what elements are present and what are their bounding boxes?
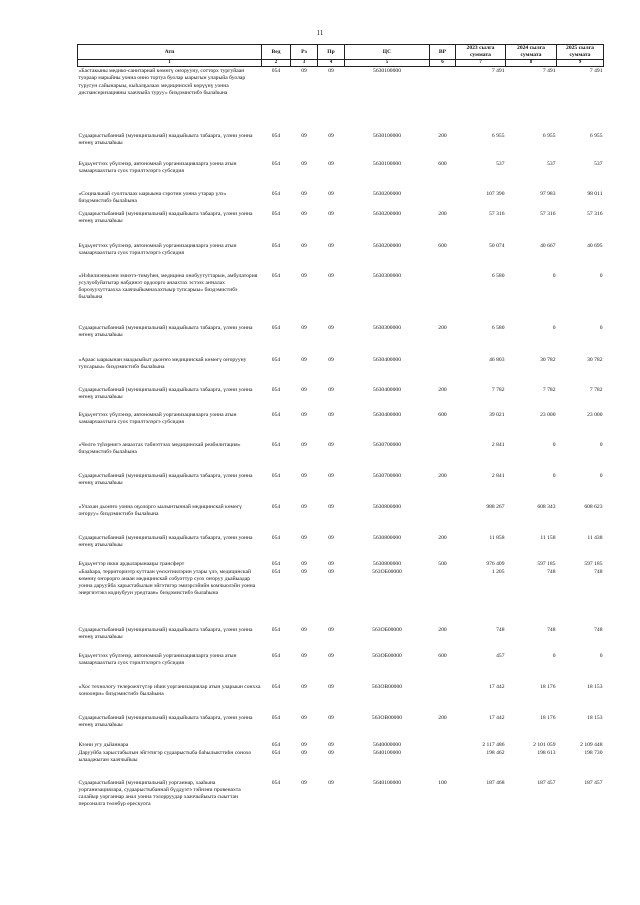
row-name: Кээни угу дьйаннара (78, 741, 129, 748)
row-name: «Бааһара, территориэтр куттаан үөскэтиилэрин утары үлэ, медицинскай көмөнү оҥорорго анаан медицинскай собуоттур суох оҥоруу дьайыадар уонна дарууйба харыстабылын эйгэтигэр эмиэрсэйийн комчыолэйн уонна энергиэтэкз кодиубуун уредтаан» биэдэмистибэ былаһына (78, 568, 256, 597)
row-cs: 5630700000 (373, 472, 401, 479)
row-sum-2025: 198 730 (584, 749, 603, 756)
row-pr: 09 (328, 683, 334, 690)
row-sum-2025: 57 316 (587, 210, 603, 217)
row-ved: 054 (271, 386, 281, 393)
row-sum-2024: 7 491 (542, 68, 556, 75)
row-cs: 563ОВ00000 (371, 683, 403, 690)
row-sum-2025: 7 782 (589, 386, 603, 393)
row-cs: 5630300000 (373, 272, 401, 279)
row-rz: 09 (301, 160, 307, 167)
row-pr: 09 (328, 741, 334, 748)
column-number: 6 (430, 60, 456, 67)
row-vr: 600 (438, 160, 447, 167)
row-pr: 09 (328, 411, 334, 418)
row-ved: 054 (271, 683, 281, 690)
row-name: Судаарыстыбаннай (муниципальнай) наадыйыыта табаарга, үлэни уонна өҥөнү атыылаһыы (78, 534, 253, 548)
row-sum-2023: 17 442 (489, 714, 505, 721)
row-rz: 09 (301, 272, 307, 279)
row-pr: 09 (328, 190, 334, 197)
col-cs-header: ЦС (345, 45, 430, 60)
row-sum-2024: 748 (547, 568, 556, 575)
row-cs: 5630700000 (373, 441, 401, 448)
row-pr: 09 (328, 652, 334, 659)
table-row (78, 653, 604, 684)
col-vr-header: ВР (430, 45, 456, 60)
table-row (78, 387, 604, 412)
row-sum-2024: 2 101 059 (533, 741, 556, 748)
row-vr: 600 (438, 652, 447, 659)
row-name: Судаарыстыбаннай (муниципальнай) наадыйыыта табаарга, үлэни уонна өҥөнү атыылаһыы (78, 210, 253, 224)
row-vr (430, 357, 456, 387)
row-sum-2024: 198 613 (537, 749, 556, 756)
row-name: «Улахан дьоҥҥо уонна оҕолорго ыалынтыннай медицинскай көмөгү оҥоруу» биэдэмистибэ былаһына (78, 503, 242, 517)
row-pr: 09 (328, 626, 334, 633)
row-sum-2023: 748 (496, 626, 505, 633)
row-ved: 054 (271, 68, 281, 75)
row-sum-2023: 50 074 (489, 242, 505, 249)
row-sum-2025: 11 438 (587, 534, 603, 541)
row-ved: 054 (271, 132, 281, 139)
row-name: Судаарыстыбаннай (муниципальнай) наадыйыыта табаарга, үлэни уонна өҥөнү атыылаһыы (78, 472, 253, 486)
row-pr: 09 (328, 560, 334, 567)
row-sum-2025: 0 (599, 652, 603, 659)
row-cs: 5630200000 (373, 190, 401, 197)
row-name: «Бастакыны медико-санитарнай көмөгү оҥорууну, сотторх тургуйаан туораар марыйны уонна онно тортуа буолар ыарыгын уларыйа буолар туругун сайынарыы, кыһалҕалаах медицинскэй көрүүнү уонна диспансеризацияны хааччыйа туруу» биэдэмистибэ былаһына (78, 68, 246, 96)
row-ved: 054 (271, 714, 281, 721)
table-row (78, 715, 604, 742)
row-vr: 100 (438, 779, 447, 786)
row-cs: 5640000000 (373, 741, 401, 748)
row-sum-2023: 2 841 (491, 441, 505, 448)
column-number: 3 (291, 60, 318, 67)
row-name: Судаарыстыбаннай (муниципальнай) уорганнар, хааһына уорганизациялара, судаарыстыбаннай бүддүэтэ тэйнэни провенахта салайыр уорганнар анал уонна тэлорруудар хааччыйыыта сыыттан персоналга төлөбүр ерескуота (78, 779, 241, 808)
row-name: «Араас ыарыынан маадыыйыт дьоҥҥо медицинскай көмөгү оҥорууну тупсарыы» биэдэмистибэ былаһына (78, 356, 247, 370)
row-sum-2025: 608 623 (584, 503, 603, 510)
row-rz: 09 (301, 741, 307, 748)
row-vr: 200 (438, 132, 447, 139)
row-sum-2023: 6 955 (491, 132, 505, 139)
row-sum-2024: 608 343 (537, 503, 556, 510)
row-sum-2024: 6 955 (542, 132, 556, 139)
row-sum-2024: 7 782 (542, 386, 556, 393)
row-sum-2024: 0 (552, 441, 556, 448)
row-ved: 054 (271, 411, 281, 418)
row-sum-2024: 18 176 (540, 683, 556, 690)
row-cs: 5630300000 (373, 324, 401, 331)
table-row (78, 442, 604, 473)
row-sum-2025: 597 185 (584, 560, 603, 567)
row-vr: 200 (438, 386, 447, 393)
row-sum-2023: 1 205 (491, 568, 505, 575)
row-name: «Нэһилиэнньэни эмиэтэ-тимуһен, медицина онобуутуттарын, амбулатория усулуобуйатыгар набдинэт ордоорго анаахтах эстээх аҥналах борозуухуттаахха хааччыйымнахахтыыр тупсарыы» биэдэмистибэ былаһына (78, 272, 258, 301)
row-rz: 09 (301, 534, 307, 541)
row-pr: 09 (328, 779, 334, 786)
column-number: 5 (345, 60, 430, 67)
row-sum-2024: 57 316 (540, 210, 556, 217)
table-row (78, 357, 604, 387)
row-ved: 054 (271, 560, 281, 567)
row-sum-2024: 23 000 (540, 411, 556, 418)
table-row (78, 742, 604, 750)
row-sum-2023: 57 316 (489, 210, 505, 217)
table-row (78, 133, 604, 161)
row-pr: 09 (328, 272, 334, 279)
row-cs: 5630100000 (373, 68, 401, 75)
row-name: Бүдьүөттэр икки ардыларынааҕы трансферт (78, 560, 185, 567)
row-sum-2025: 748 (594, 626, 603, 633)
table-row (78, 561, 604, 569)
row-rz: 09 (301, 68, 307, 75)
row-cs: 5640100000 (373, 749, 401, 756)
row-sum-2024: 0 (552, 272, 556, 279)
row-sum-2025: 537 (594, 160, 603, 167)
col-ved-header: Вед (262, 45, 291, 60)
table-row (78, 684, 604, 715)
row-cs: 5630400000 (373, 411, 401, 418)
row-sum-2024: 0 (552, 652, 556, 659)
column-number: 2 (262, 60, 291, 67)
row-name: «Хос технологу телерожчтүтэр иһин уорганизациялар атын уларыын сонхха хоноонри» биэдэмистибэ былаһына (78, 683, 261, 697)
row-sum-2025: 98 011 (587, 190, 603, 197)
row-cs: 563ОБ00000 (372, 568, 402, 575)
row-pr: 09 (328, 210, 334, 217)
row-sum-2025: 0 (599, 272, 603, 279)
row-rz: 09 (301, 652, 307, 659)
row-rz: 09 (301, 356, 307, 363)
row-rz: 09 (301, 210, 307, 217)
row-vr: 200 (438, 210, 447, 217)
row-rz: 09 (301, 714, 307, 721)
row-sum-2025: 6 955 (589, 132, 603, 139)
row-ved: 054 (271, 749, 281, 756)
row-cs: 5630200000 (373, 242, 401, 249)
row-pr: 09 (328, 472, 334, 479)
row-sum-2023: 6 580 (491, 272, 505, 279)
row-name: Дарууйба харыстабылын эйгэтигэр судаарыстыба баһылыкттиһн сонохо ылааджыгам хааччыйыы (78, 749, 252, 763)
row-sum-2023: 7 782 (491, 386, 505, 393)
row-cs: 5630800000 (373, 503, 401, 510)
column-number-row (78, 60, 604, 67)
column-number: 7 (456, 60, 506, 67)
row-pr: 09 (328, 160, 334, 167)
table-row (78, 325, 604, 357)
row-name: Судаарыстыбаннай (муниципальнай) наадыйыыта табаарга, үлэни уонна өҥөнү атыылаһыы (78, 626, 253, 640)
row-sum-2023: 457 (496, 652, 505, 659)
row-vr (430, 569, 456, 627)
row-pr: 09 (328, 356, 334, 363)
row-rz: 09 (301, 503, 307, 510)
row-vr (430, 273, 456, 325)
col-2025-header: 2025 сылга суммата (557, 45, 604, 60)
row-ved: 054 (271, 210, 281, 217)
row-vr: 600 (438, 242, 447, 249)
table-row (78, 473, 604, 504)
row-cs: 5630100000 (373, 132, 401, 139)
col-2023-header: 2023 сылга суммата (456, 45, 506, 60)
row-rz: 09 (301, 683, 307, 690)
table-row (78, 243, 604, 273)
row-rz: 09 (301, 132, 307, 139)
row-sum-2023: 7 491 (491, 68, 505, 75)
row-name: Судаарыстыбаннай (муниципальнай) наадыйыыта табаарга, үлэни уонна өҥөнү атыылаһыы (78, 714, 253, 728)
row-vr (430, 504, 456, 535)
column-number: 9 (557, 60, 604, 67)
table-row (78, 211, 604, 243)
row-rz: 09 (301, 626, 307, 633)
row-rz: 09 (301, 749, 307, 756)
row-name: Судаарыстыбаннай (муниципальнай) наадыйыыта табаарга, үлэни уонна өҥөнү атыылаһыы (78, 324, 253, 338)
row-pr: 09 (328, 503, 334, 510)
row-rz: 09 (301, 441, 307, 448)
page-number: 11 (316, 29, 324, 37)
row-sum-2024: 30 782 (540, 356, 556, 363)
row-sum-2023: 2 841 (491, 472, 505, 479)
row-vr: 500 (438, 560, 447, 567)
row-rz: 09 (301, 324, 307, 331)
row-sum-2024: 40 667 (540, 242, 556, 249)
row-sum-2024: 748 (547, 626, 556, 633)
row-pr: 09 (328, 749, 334, 756)
table-row (78, 535, 604, 561)
row-rz: 09 (301, 779, 307, 786)
row-rz: 09 (301, 472, 307, 479)
row-ved: 054 (271, 779, 281, 786)
row-sum-2024: 11 158 (540, 534, 556, 541)
row-pr: 09 (328, 324, 334, 331)
row-rz: 09 (301, 190, 307, 197)
row-vr: 200 (438, 472, 447, 479)
row-sum-2023: 11 858 (489, 534, 505, 541)
col-rz-header: Рз (291, 45, 318, 60)
row-pr: 09 (328, 714, 334, 721)
row-sum-2024: 0 (552, 324, 556, 331)
row-sum-2023: 537 (496, 160, 505, 167)
row-sum-2024: 18 176 (540, 714, 556, 721)
col-pr-header: Пр (318, 45, 345, 60)
row-ved: 054 (271, 568, 281, 575)
row-ved: 054 (271, 472, 281, 479)
row-vr (430, 442, 456, 473)
row-pr: 09 (328, 242, 334, 249)
row-vr (430, 191, 456, 211)
row-pr: 09 (328, 441, 334, 448)
row-sum-2025: 30 782 (587, 356, 603, 363)
row-sum-2023: 39 021 (489, 411, 505, 418)
row-sum-2023: 976 409 (486, 560, 505, 567)
row-sum-2024: 0 (552, 472, 556, 479)
column-number: 4 (318, 60, 345, 67)
row-cs: 563ОБ00000 (372, 626, 402, 633)
row-name: Бүдьүөттээх үбүлэнэр, автономнай уорганизацияларга уонна атын хамаарчаахтыга суох тэрилтэлэргэ субсидия (78, 411, 237, 425)
budget-table (77, 44, 604, 830)
table-row (78, 412, 604, 442)
table-row (78, 569, 604, 627)
row-sum-2025: 0 (599, 324, 603, 331)
table-row (78, 504, 604, 535)
budget-body (78, 67, 604, 830)
col-name-header: Атп (78, 45, 262, 60)
row-name: Бүдьүөттээх үбүлэнэр, автономнай уорганизацияларга уонна атын хамаарчаахтыга суох тэрилтэлэргэ субсидия (78, 242, 237, 256)
row-name: Судаарыстыбаннай (муниципальнай) наадыйыыта табаарга, үлэни уонна өҥөнү атыылаһыы (78, 132, 253, 146)
row-vr (430, 742, 456, 750)
table-row (78, 750, 604, 780)
row-sum-2025: 2 109 448 (580, 741, 603, 748)
row-rz: 09 (301, 568, 307, 575)
row-sum-2025: 748 (594, 568, 603, 575)
row-sum-2025: 0 (599, 472, 603, 479)
row-sum-2023: 46 803 (489, 356, 505, 363)
row-ved: 054 (271, 272, 281, 279)
row-sum-2023: 107 390 (486, 190, 505, 197)
row-ved: 054 (271, 534, 281, 541)
row-ved: 054 (271, 441, 281, 448)
row-ved: 054 (271, 741, 281, 748)
row-rz: 09 (301, 411, 307, 418)
row-cs: 5640100000 (373, 779, 401, 786)
row-sum-2023: 198 462 (486, 749, 505, 756)
row-ved: 054 (271, 190, 281, 197)
table-row (78, 273, 604, 325)
row-sum-2024: 97 983 (540, 190, 556, 197)
row-sum-2025: 0 (599, 441, 603, 448)
row-name: «Социальнай суолталаах ыарыына сэротин уонна утарар үлэ» биэдэмистибэ былаһына (78, 190, 227, 204)
row-name: Судаарыстыбаннай (муниципальнай) наадыйыыта табаарга, үлэни уонна өҥөнү атыылаһыы (78, 386, 253, 400)
table-row (78, 780, 604, 830)
row-cs: 5630800000 (373, 534, 401, 541)
row-name: Бүдьүөттээх үбүлэнэр, автономнай уорганизацияларга уонна атын хамаарчаахтыга суох тэрилтэлэргэ субсидия (78, 160, 237, 174)
row-sum-2025: 18 153 (587, 714, 603, 721)
row-name: «Чөлгө түһэрнигэ анаахтах табиэттэах медицинскай реабилитация» биэдэмистибэ былаһына (78, 441, 241, 455)
row-ved: 054 (271, 242, 281, 249)
table-row (78, 67, 604, 133)
row-ved: 054 (271, 160, 281, 167)
row-sum-2025: 23 000 (587, 411, 603, 418)
row-sum-2024: 597 185 (537, 560, 556, 567)
row-cs: 5630200000 (373, 210, 401, 217)
row-sum-2025: 40 695 (587, 242, 603, 249)
row-sum-2023: 6 580 (491, 324, 505, 331)
row-sum-2024: 187 457 (537, 779, 556, 786)
col-2024-header: 2024 сылга суммата (506, 45, 557, 60)
table-row (78, 627, 604, 653)
table-row (78, 191, 604, 211)
table-row (78, 161, 604, 191)
row-sum-2023: 2 117 486 (482, 741, 505, 748)
row-sum-2023: 187 468 (486, 779, 505, 786)
row-vr (430, 67, 456, 133)
column-number: 1 (78, 60, 262, 67)
row-pr: 09 (328, 132, 334, 139)
row-cs: 563ОБ00000 (372, 652, 402, 659)
row-sum-2025: 187 457 (584, 779, 603, 786)
header-row (78, 45, 604, 60)
row-ved: 054 (271, 356, 281, 363)
row-pr: 09 (328, 568, 334, 575)
row-ved: 054 (271, 324, 281, 331)
row-vr: 200 (438, 714, 447, 721)
row-vr: 200 (438, 626, 447, 633)
row-pr: 09 (328, 68, 334, 75)
row-rz: 09 (301, 386, 307, 393)
row-sum-2025: 18 153 (587, 683, 603, 690)
row-vr: 200 (438, 324, 447, 331)
row-name: Бүдьүөттээх үбүлэнэр, автономнай уорганизацияларга уонна атын хамаарчаахтыга суох тэрилтэлэргэ субсидия (78, 652, 237, 666)
row-ved: 054 (271, 503, 281, 510)
row-vr (430, 750, 456, 780)
row-cs: 5630800000 (373, 560, 401, 567)
column-number: 8 (506, 60, 557, 67)
row-ved: 054 (271, 626, 281, 633)
row-cs: 5630400000 (373, 386, 401, 393)
row-ved: 054 (271, 652, 281, 659)
row-sum-2024: 537 (547, 160, 556, 167)
row-rz: 09 (301, 560, 307, 567)
row-vr: 600 (438, 411, 447, 418)
row-sum-2025: 7 491 (589, 68, 603, 75)
row-cs: 5630100000 (373, 160, 401, 167)
row-cs: 5630400000 (373, 356, 401, 363)
row-sum-2023: 988 267 (486, 503, 505, 510)
row-rz: 09 (301, 242, 307, 249)
row-sum-2023: 17 442 (489, 683, 505, 690)
row-cs: 563ОВ00000 (371, 714, 403, 721)
row-vr: 200 (438, 534, 447, 541)
row-pr: 09 (328, 534, 334, 541)
row-vr (430, 684, 456, 715)
row-pr: 09 (328, 386, 334, 393)
